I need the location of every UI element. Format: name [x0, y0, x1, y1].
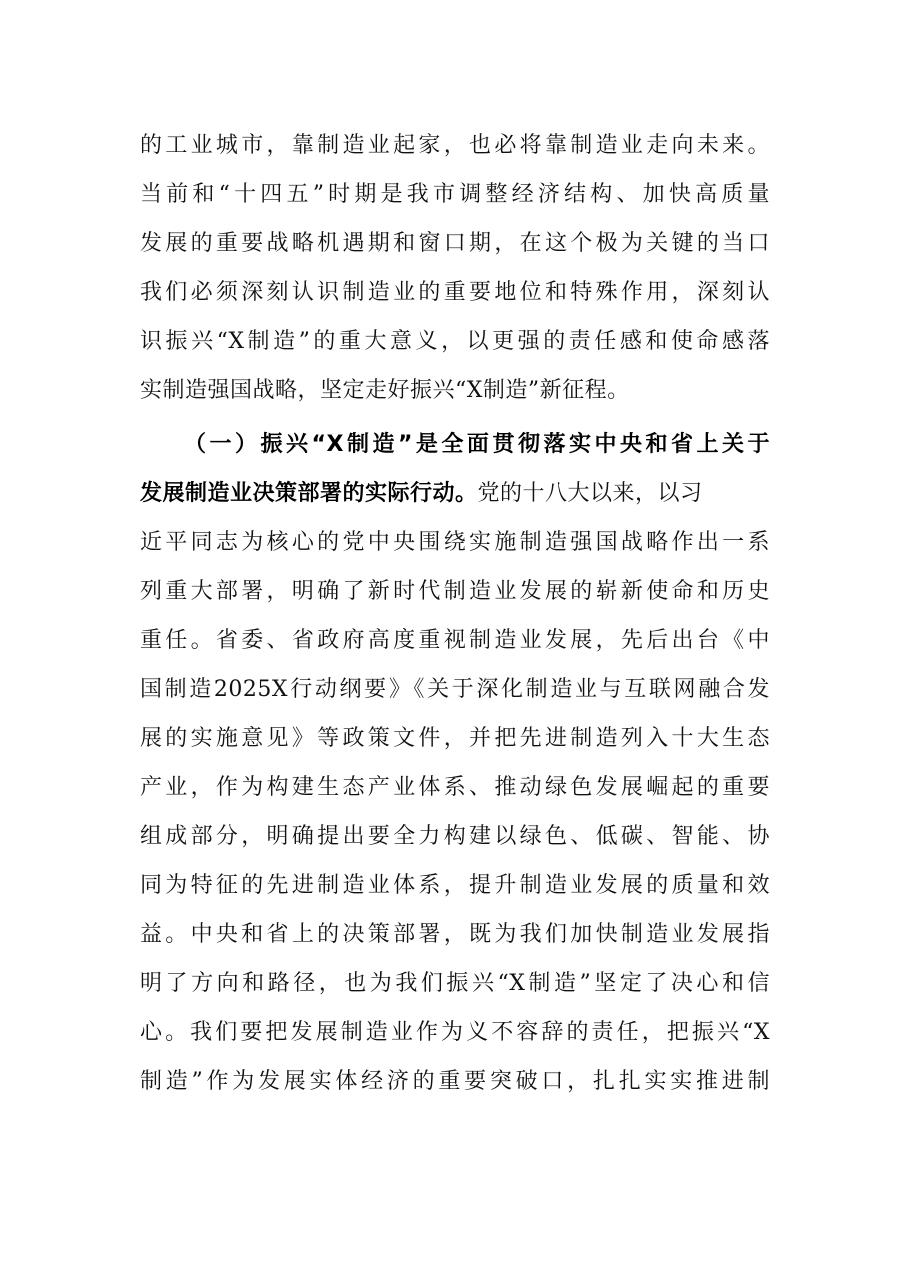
text-line: 的工业城市，靠制造业起家，也必将靠制造业走向未来。 — [140, 133, 770, 158]
text-line: 识振兴“X制造”的重大意义，以更强的责任感和使命感落 — [140, 329, 770, 354]
text-line: 实制造强国战略，坚定走好振兴“X制造”新征程。 — [140, 378, 630, 403]
text-line — [140, 474, 770, 514]
section-heading: （一）振兴“X制造”是全面贯彻落实中央和省上关于 — [184, 432, 770, 457]
text-line: 同为特征的先进制造业体系，提升制造业发展的质量和效 — [140, 873, 770, 898]
text-line: 明了方向和路径，也为我们振兴“X制造”坚定了决心和信 — [140, 971, 770, 996]
text-line: 国制造2025X行动纲要》《关于深化制造业与互联网融合发 — [140, 677, 770, 702]
text-line: 我们必须深刻认识制造业的重要地位和特殊作用，深刻认 — [140, 280, 770, 305]
text-line: 展的实施意见》等政策文件，并把先进制造列入十大生态 — [140, 726, 770, 751]
text-span: 党的十八大以来，以习 — [477, 481, 703, 506]
text-line: 组成部分，明确提出要全力构建以绿色、低碳、智能、协 — [140, 824, 770, 849]
text-line: 列重大部署，明确了新时代制造业发展的崭新使命和历史 — [140, 579, 770, 604]
text-line: 制造”作为发展实体经济的重要突破口，扎扎实实推进制 — [140, 1069, 770, 1094]
text-line: 心。我们要把发展制造业作为义不容辞的责任，把振兴“X — [140, 1020, 770, 1045]
text-line: 当前和“十四五”时期是我市调整经济结构、加快高质量 — [140, 182, 770, 207]
text-line: 近平同志为核心的党中央围绕实施制造强国战略作出一系 — [140, 530, 770, 555]
section-heading-continued: 发展制造业决策部署的实际行动。 — [140, 481, 478, 506]
text-line: 发展的重要战略机遇期和窗口期，在这个极为关键的当口 — [140, 231, 770, 256]
text-line: 产业，作为构建生态产业体系、推动绿色发展崛起的重要 — [140, 775, 770, 800]
text-line: 益。中央和省上的决策部署，既为我们加快制造业发展指 — [140, 922, 770, 947]
text-line: 重任。省委、省政府高度重视制造业发展，先后出台《中 — [140, 628, 770, 653]
